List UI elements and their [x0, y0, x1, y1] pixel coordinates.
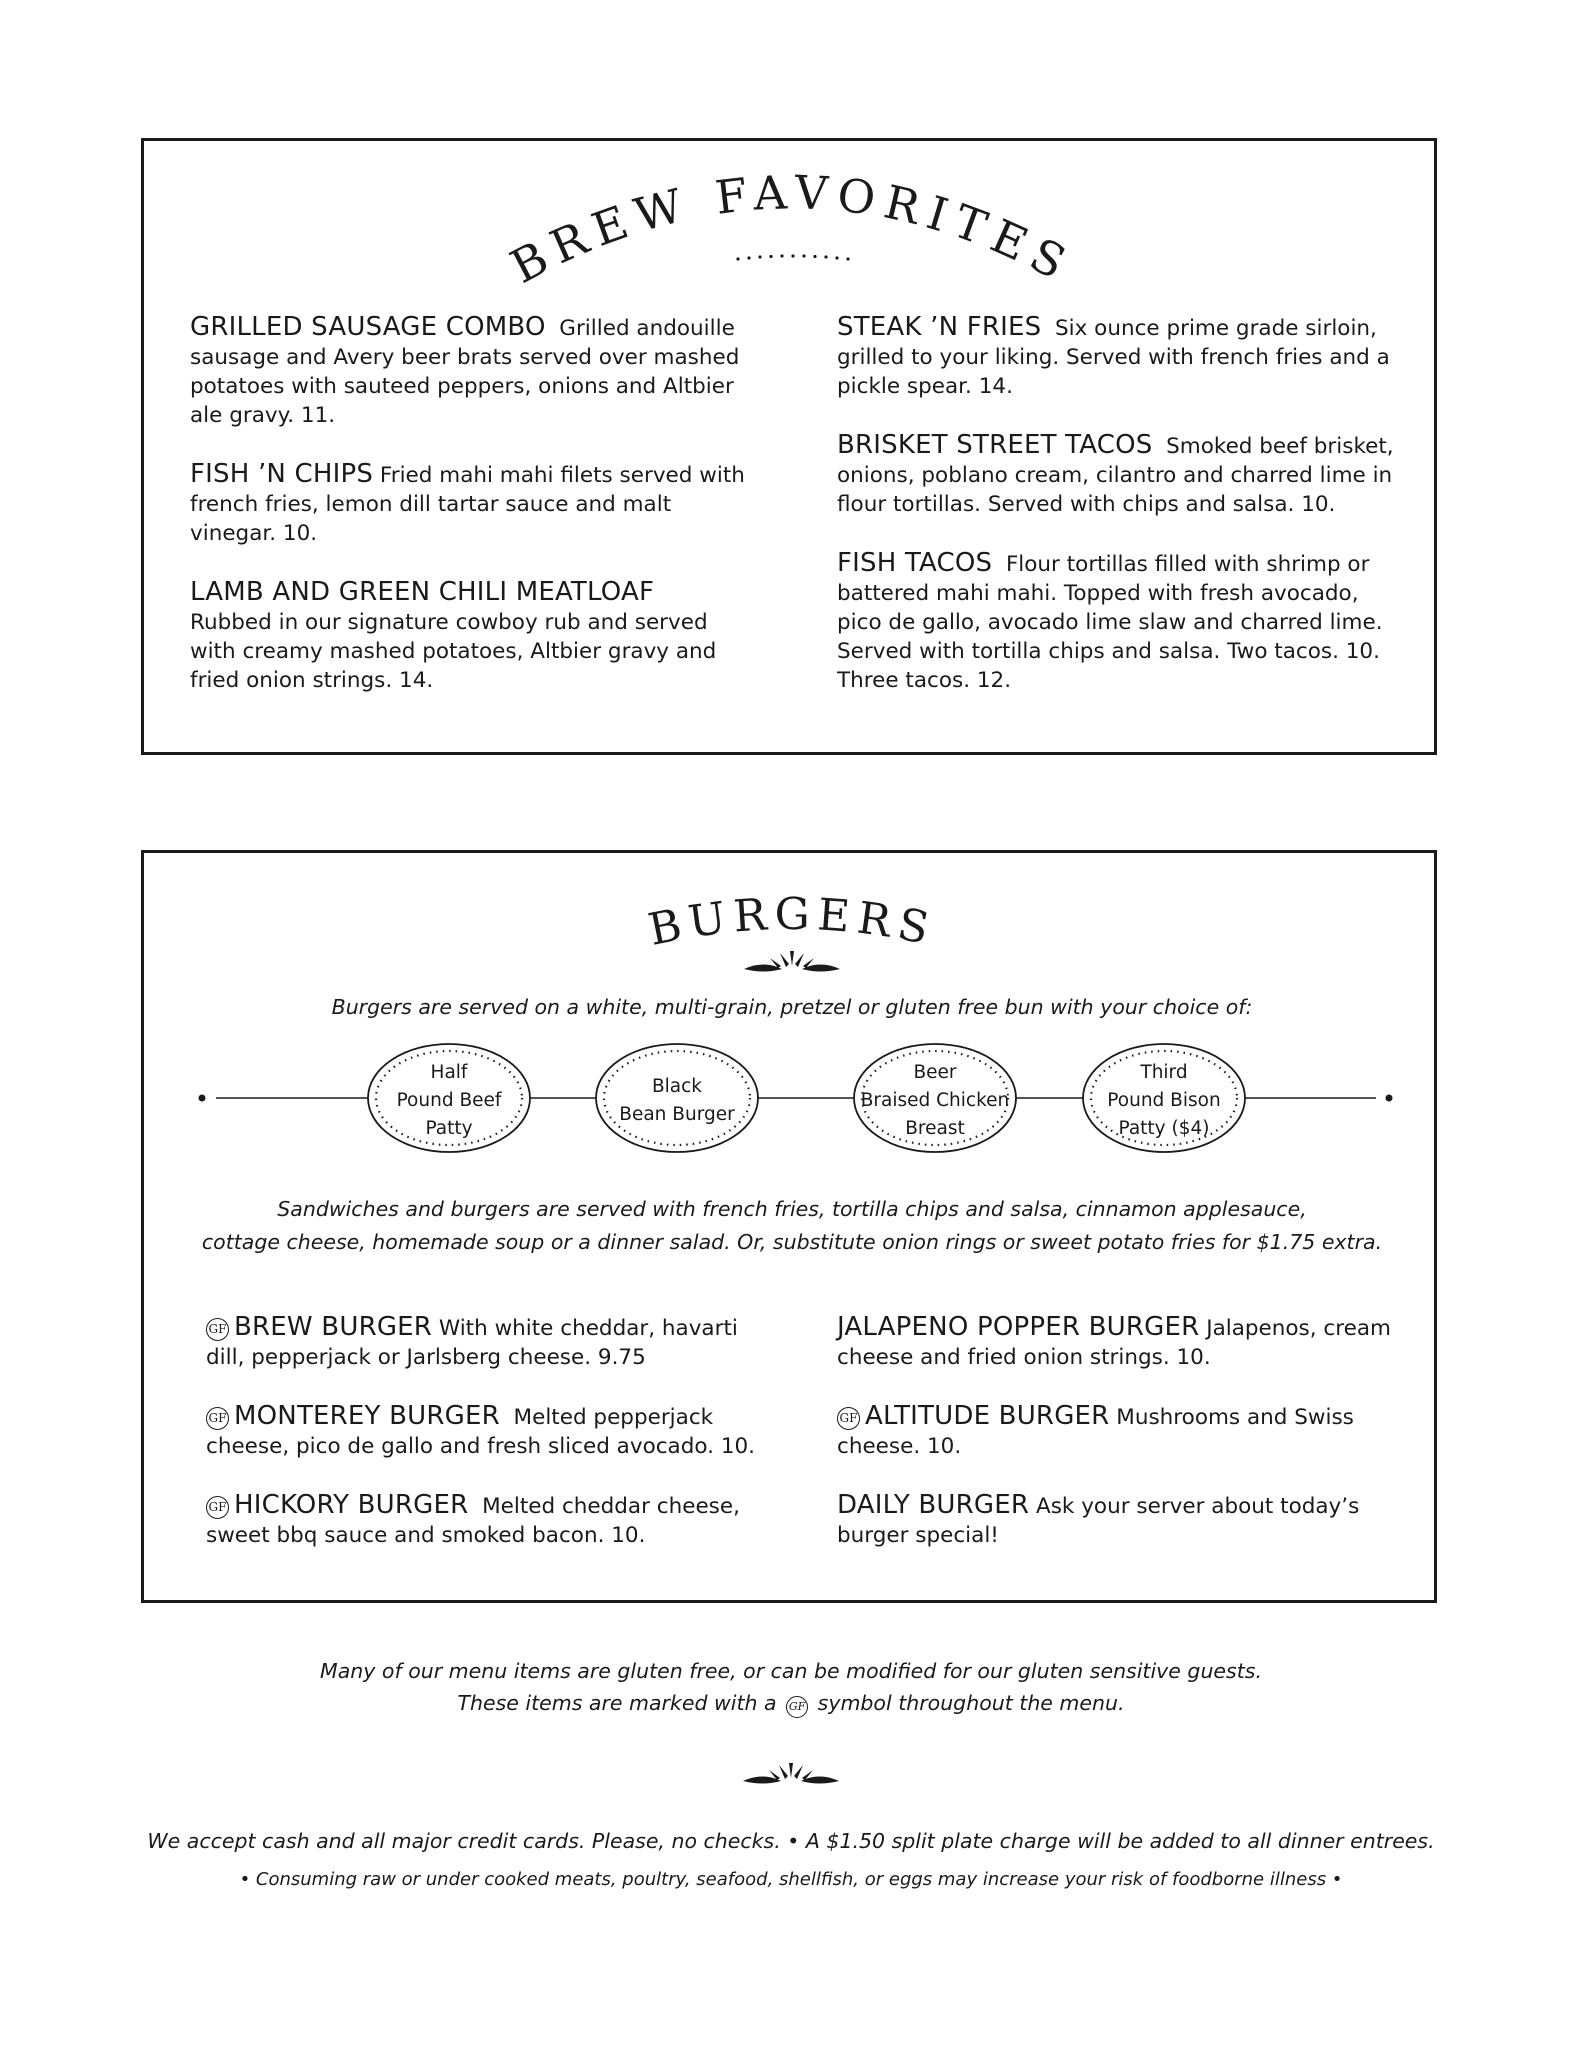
gluten-free-icon: GF — [206, 1496, 229, 1519]
menu-item — [837, 549, 1397, 695]
item-description: Rubbed in our signature cowboy rub and served with creamy mashed potatoes, Altbier gravy and fried onion strings. 14. — [190, 610, 717, 693]
line-end-dot — [199, 1095, 206, 1102]
item-description: Flour tortillas filled with shrimp or battered mahi mahi. Topped with fresh avocado, pico de gallo, avocado lime slaw and charred lime. Served with tortilla chips and salsa. Two tacos. 10. Three tacos. 12. — [837, 552, 1383, 693]
menu-item — [837, 1491, 1397, 1550]
item-name: MONTEREY BURGER — [234, 1401, 500, 1431]
item-description: Ask your server about today’s burger special! — [837, 1494, 1360, 1548]
bun-note: Burgers are served on a white, multi-grain, pretzel or gluten free bun with your choice of: — [331, 995, 1253, 1019]
patty-option: Third Pound Bison Patty ($4) — [1107, 1062, 1221, 1139]
brew-left-column — [190, 313, 760, 725]
gluten-free-icon: GF — [206, 1318, 229, 1341]
burgers-left-column — [206, 1313, 776, 1580]
patty-options-diagram — [144, 1036, 1440, 1166]
line-end-dot — [1386, 1095, 1393, 1102]
item-description: Six ounce prime grade sirloin, grilled to your liking. Served with french fries and a pickle spear. 14. — [837, 316, 1390, 399]
svg-text:BREW FAVORITES: BREW FAVORITES — [501, 165, 1083, 294]
item-name: ALTITUDE BURGER — [865, 1401, 1110, 1431]
item-description: With white cheddar, havarti dill, pepperjack or Jarlsberg cheese. 9.75 — [206, 1316, 738, 1370]
patty-option: Beer Braised Chicken Breast — [860, 1062, 1010, 1139]
title-dots-ornament — [736, 254, 849, 260]
brew-favorites-section — [141, 138, 1437, 755]
raw-food-warning: • Consuming raw or under cooked meats, poultry, seafood, shellfish, or eggs may increase your risk of foodborne illness • — [239, 1869, 1343, 1890]
patty-option: Half Pound Beef Patty — [396, 1062, 502, 1139]
item-description: Mushrooms and Swiss cheese. 10. — [837, 1405, 1354, 1459]
item-description: Smoked beef brisket, onions, poblano cream, cilantro and charred lime in flour tortillas. Served with chips and salsa. 10. — [837, 434, 1394, 517]
item-name: DAILY BURGER — [837, 1490, 1030, 1520]
gluten-free-note: Many of our menu items are gluten free, or can be modified for our gluten sensitive guests. These items are marked with a GF symbol throughout the menu. — [0, 1655, 1582, 1719]
sides-note: Sandwiches and burgers are served with french fries, tortilla chips and salsa, cinnamon applesauce, cottage cheese, homemade soup or a dinner salad. Or, substitute onion rings or sweet potato fries for $1.75 extra. — [201, 1197, 1383, 1254]
burgers-title — [144, 853, 1440, 983]
item-description: Melted cheddar cheese, sweet bbq sauce and smoked bacon. 10. — [206, 1494, 740, 1548]
leaf-ornament — [744, 951, 840, 972]
brew-favorites-title — [144, 141, 1440, 311]
item-description: Fried mahi mahi filets served with french fries, lemon dill tartar sauce and malt vinegar. 10. — [190, 463, 745, 546]
gluten-free-icon: GF — [206, 1407, 229, 1430]
brew-right-column — [837, 313, 1397, 725]
item-name: JALAPENO POPPER BURGER — [837, 1312, 1200, 1342]
menu-item — [206, 1491, 776, 1550]
patty-option: Black Bean Burger — [619, 1076, 735, 1125]
gluten-free-icon: GF — [786, 1696, 808, 1718]
item-description: Jalapenos, cream cheese and fried onion strings. 10. — [837, 1316, 1391, 1370]
payment-note: We accept cash and all major credit cards. Please, no checks. • A $1.50 split plate charge will be added to all dinner entrees. — [147, 1829, 1435, 1853]
item-name: FISH TACOS — [837, 548, 993, 578]
menu-item — [190, 313, 760, 430]
item-name: HICKORY BURGER — [234, 1490, 469, 1520]
menu-item — [837, 1313, 1397, 1372]
item-name: STEAK ’N FRIES — [837, 312, 1042, 342]
leaf-ornament — [741, 1762, 841, 1786]
item-name: FISH ’N CHIPS — [190, 459, 374, 489]
item-name: LAMB AND GREEN CHILI MEATLOAF — [190, 577, 655, 607]
item-description: Grilled andouille sausage and Avery beer brats served over mashed potatoes with sauteed peppers, onions and Altbier ale gravy. 11. — [190, 316, 740, 428]
svg-text:BURGERS: BURGERS — [644, 888, 940, 956]
menu-item — [206, 1313, 776, 1372]
menu-item — [190, 578, 760, 695]
item-name: GRILLED SAUSAGE COMBO — [190, 312, 546, 342]
menu-item — [190, 460, 760, 548]
menu-item — [837, 1402, 1397, 1461]
burgers-right-column — [837, 1313, 1397, 1580]
item-description: Melted pepperjack cheese, pico de gallo and fresh sliced avocado. 10. — [206, 1405, 756, 1459]
menu-item — [837, 313, 1397, 401]
item-name: BRISKET STREET TACOS — [837, 430, 1153, 460]
menu-item — [837, 431, 1397, 519]
burgers-section — [141, 850, 1437, 1603]
menu-item — [206, 1402, 776, 1461]
gluten-free-icon: GF — [837, 1407, 860, 1430]
item-name: BREW BURGER — [234, 1312, 433, 1342]
